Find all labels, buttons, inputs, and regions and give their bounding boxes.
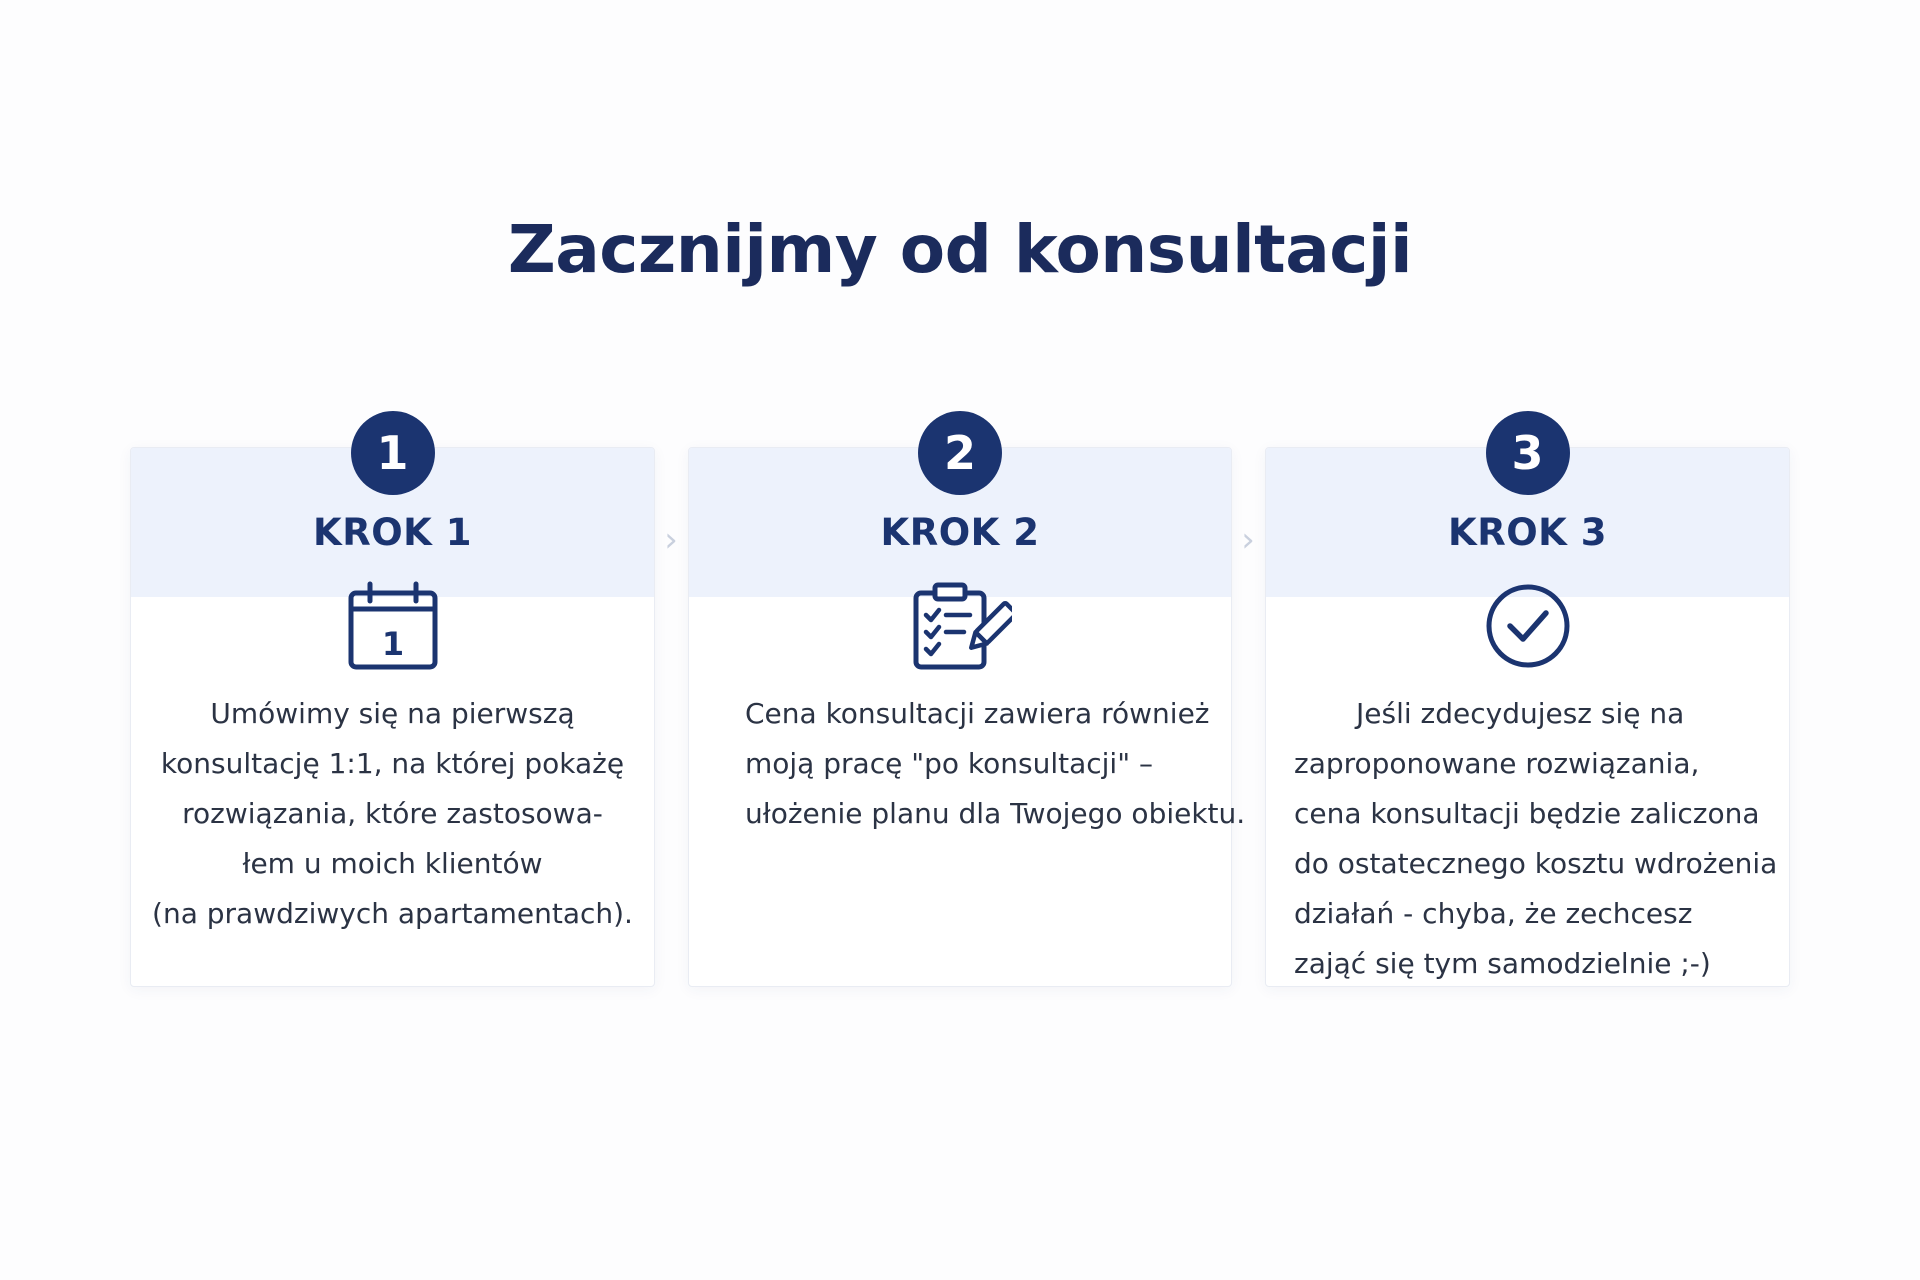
step-label: KROK 1 — [313, 511, 472, 554]
calendar-icon — [341, 581, 445, 671]
step-card-1 — [130, 426, 655, 987]
clipboard-checklist-icon — [908, 581, 1012, 671]
step-label: KROK 2 — [880, 511, 1040, 554]
step-card-2 — [688, 426, 1246, 987]
step-number-badge: 1 — [351, 411, 435, 495]
step-description: Jeśli zdecydujesz się na zaproponowane rozwiązania, cena konsultacji będzie zaliczona do ostatecznego kosztu wdrożenia działań - chyba, że zechcesz zająć się tym samodzielnie ;-) — [1294, 697, 1778, 980]
chevron-right-icon: › — [1241, 520, 1255, 560]
step-description: Cena konsultacji zawiera również moją pracę "po konsultacji" – ułożenie planu dla Twojego obiektu. — [745, 697, 1246, 830]
step-number-badge: 2 — [918, 411, 1002, 495]
chevron-right-icon: › — [664, 520, 678, 560]
svg-text:1: 1 — [381, 625, 404, 663]
step-number-badge: 3 — [1486, 411, 1570, 495]
step-description: Umówimy się na pierwszą konsultację 1:1, na której pokażę rozwiązania, które zastosowa- łem u moich klientów (na prawdziwych apartamentach). — [152, 697, 633, 930]
step-card-3 — [1265, 426, 1790, 987]
check-circle-icon — [1476, 581, 1580, 671]
page-title: Zacznijmy od konsultacji — [507, 211, 1413, 288]
step-label: KROK 3 — [1448, 511, 1607, 554]
